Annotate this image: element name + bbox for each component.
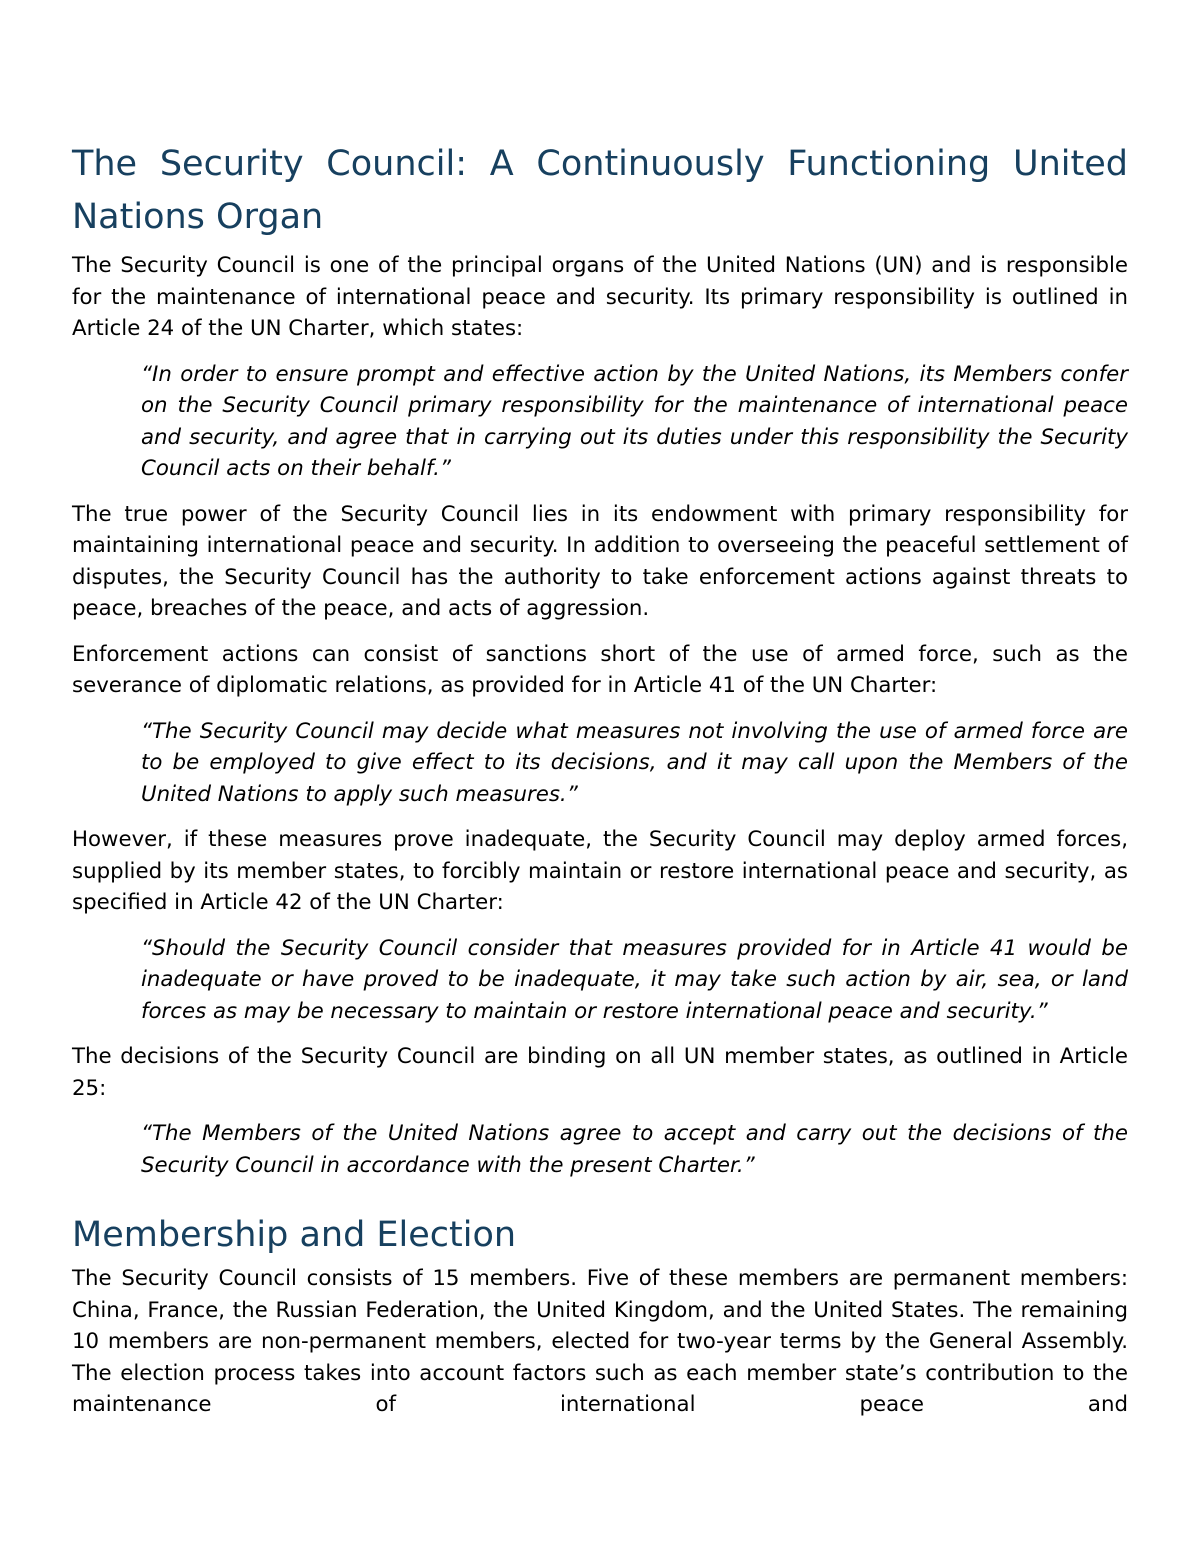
- quote-article-24: “In order to ensure prompt and effective action by the United Nations, its Members confer on the Security Council primary responsibility for the maintenance of international peace and security, and agree that in carrying out its duties under this responsibility the Security Council acts on their behalf.”: [141, 361, 1128, 481]
- paragraph-true-power: The true power of the Security Council lies in its endowment with primary responsibility for maintaining international peace and security. In addition to overseeing the peaceful settlement of disputes, the Security Council has the authority to take enforcement actions against threats to peace, breaches of the peace, and acts of aggression.: [72, 501, 1128, 621]
- paragraph-armed-forces: However, if these measures prove inadequate, the Security Council may deploy armed forces, supplied by its member states, to forcibly maintain or restore international peace and security, as specified in Article 42 of the UN Charter:: [72, 827, 1128, 915]
- section-heading-membership: Membership and Election: [72, 1215, 517, 1255]
- document-title: The Security Council: A Continuously Functioning United Nations Organ: [72, 144, 1128, 237]
- document-page: [72, 138, 1128, 1421]
- paragraph-binding-decisions: The decisions of the Security Council are binding on all UN member states, as outlined in Article 25:: [72, 1044, 1128, 1101]
- quote-article-25: “The Members of the United Nations agree to accept and carry out the decisions of the Security Council in accordance with the present Charter.”: [141, 1121, 1128, 1178]
- paragraph-enforcement-actions: Enforcement actions can consist of sanctions short of the use of armed force, such as the severance of diplomatic relations, as provided for in Article 41 of the UN Charter:: [72, 641, 1128, 698]
- quote-article-42: “Should the Security Council consider that measures provided for in Article 41 would be inadequate or have proved to be inadequate, it may take such action by air, sea, or land forces as may be necessary to maintain or restore international peace and security.”: [141, 935, 1128, 1024]
- paragraph-membership: The Security Council consists of 15 members. Five of these members are permanent members: China, France, the Russian Federation, the United Kingdom, and the United States. The remaining 10 members are non-permanent members, elected for two-year terms by the General Assembly. The election process takes into account factors such as each member state’s contribution to the maintenance of international peace and: [72, 1266, 1128, 1417]
- quote-article-41: “The Security Council may decide what measures not involving the use of armed force are to be employed to give effect to its decisions, and it may call upon the Members of the United Nations to apply such measures.”: [141, 718, 1128, 807]
- paragraph-intro: The Security Council is one of the principal organs of the United Nations (UN) and is responsible for the maintenance of international peace and security. Its primary responsibility is outlined in Article 24 of the UN Charter, which states:: [72, 253, 1128, 341]
